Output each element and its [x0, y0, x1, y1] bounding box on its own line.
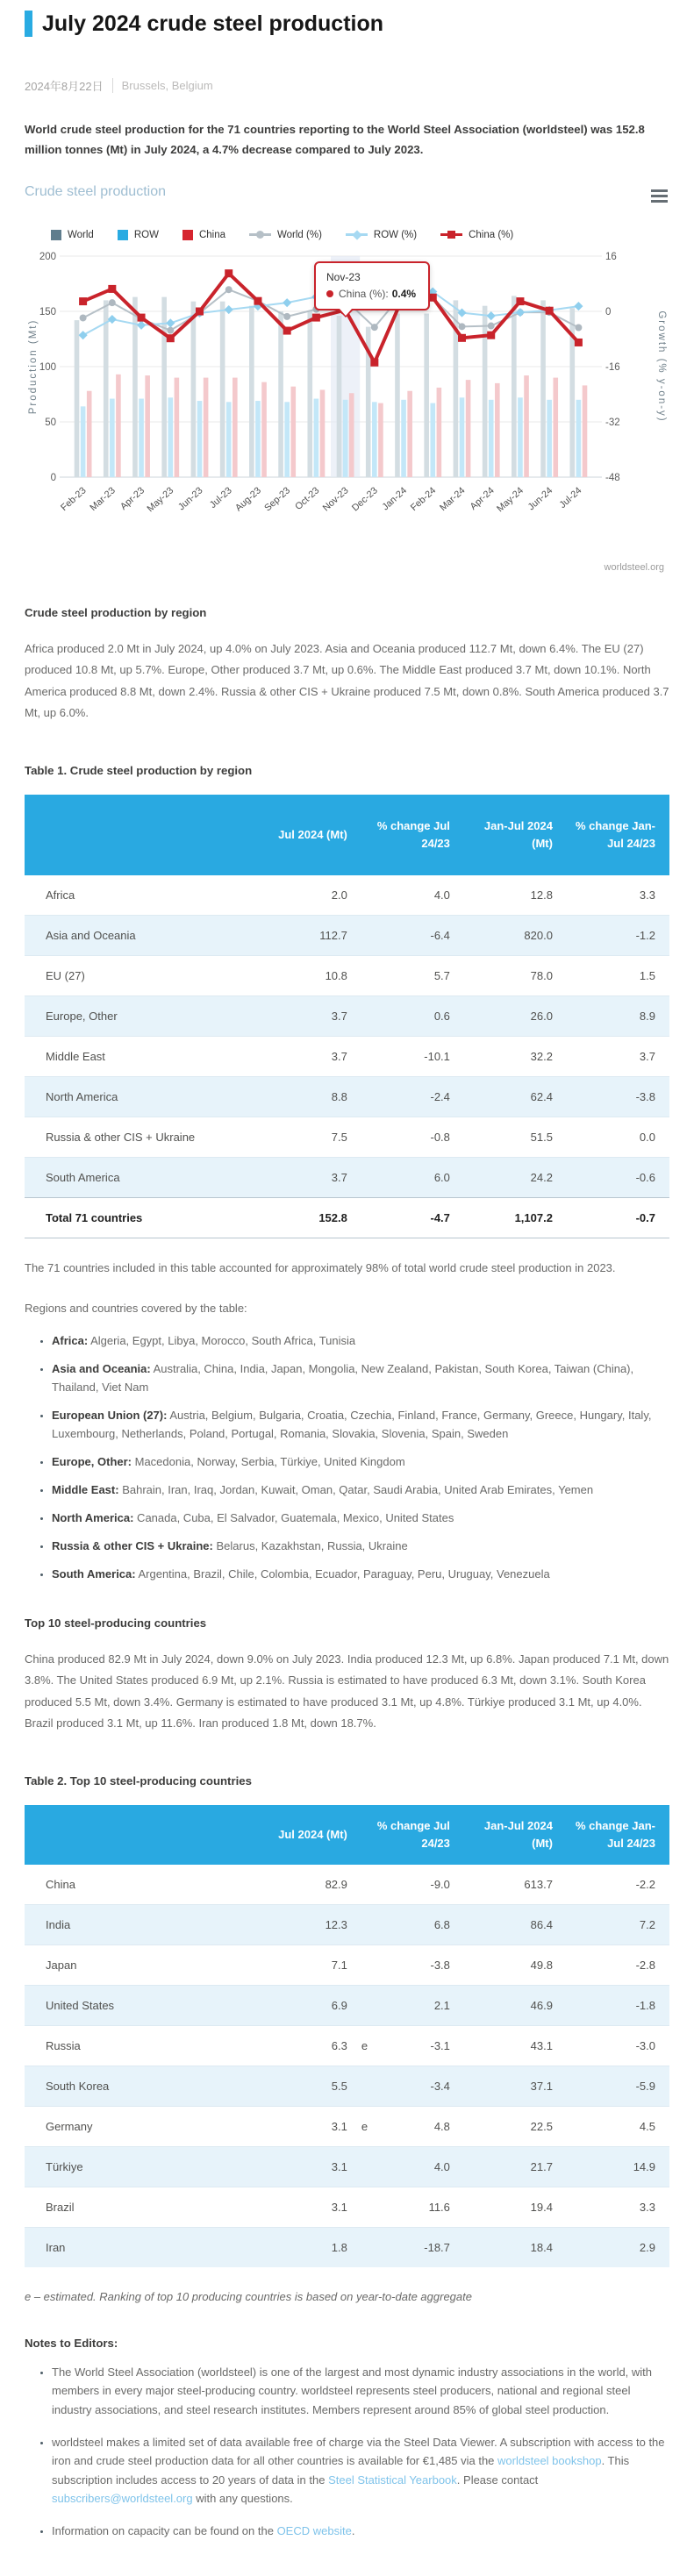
link[interactable]: Steel Statistical Yearbook [328, 2473, 457, 2487]
legend-swatch-icon [182, 230, 193, 240]
table-cell: 6.8 [361, 1904, 464, 1944]
table-cell: 6.0 [361, 1157, 464, 1197]
region-list-label: Africa: [52, 1333, 89, 1347]
table-row [25, 2066, 669, 2106]
table-row [25, 1117, 669, 1157]
table-cell: -10.1 [361, 1036, 464, 1076]
table-cell: -3.1 [361, 2025, 464, 2066]
table-row [25, 2106, 669, 2146]
table-header-row [25, 795, 669, 875]
region-list-label: North America: [52, 1511, 134, 1525]
table-cell: 2.1 [361, 1985, 464, 2025]
note-item: • worldsteel makes a limited set of data available free of charge via the Steel Data Viewer. A subscription with access to the iron and crude steel production data for all other countries is available for €1,485 via the worldsteel bookshop. This subscription includes access to 20 years of data in the Steel Statistical Yearbook. Please contact subscribers@worldsteel.org with any questions. [52, 2433, 669, 2508]
x-axis-label: Apr-24 [468, 485, 497, 513]
link[interactable]: OECD website [276, 2523, 352, 2537]
title-row [25, 11, 669, 37]
table-cell: 4.5 [567, 2106, 669, 2146]
legend-line-marker-icon [346, 229, 368, 240]
table-cell: -0.7 [567, 1197, 669, 1238]
table-cell: 1.5 [567, 955, 669, 995]
chart-block [25, 184, 669, 573]
table-cell: 3.1 e [259, 2106, 361, 2146]
column-header: % change Jul 24/23 [361, 1805, 464, 1865]
table-cell: 51.5 [464, 1117, 567, 1157]
table-cell: 4.0 [361, 2146, 464, 2187]
table-cell: -3.8 [361, 1944, 464, 1985]
x-axis-label: Feb-24 [408, 485, 439, 514]
table-cell: 11.6 [361, 2187, 464, 2227]
x-axis-label: Mar-24 [438, 485, 468, 514]
legend-item-china[interactable] [440, 229, 513, 240]
region-list-item: • Africa: Algeria, Egypt, Libya, Morocco, South Africa, Tunisia [52, 1331, 669, 1350]
table-cell: 3.1 [259, 2187, 361, 2227]
table-cell: 0.6 [361, 995, 464, 1036]
svg-text:50: 50 [45, 417, 56, 429]
svg-text:-32: -32 [605, 417, 620, 429]
svg-text:200: 200 [39, 252, 56, 263]
region-list-item: • North America: Canada, Cuba, El Salvador, Guatemala, Mexico, United States [52, 1509, 669, 1527]
x-axis-label: Mar-23 [88, 485, 118, 514]
tooltip-series-label: China (%): [339, 288, 389, 301]
tooltip-series-line [326, 288, 416, 300]
svg-text:16: 16 [605, 252, 617, 263]
table-cell: 12.8 [530, 888, 553, 902]
x-axis-label: Sep-23 [262, 485, 293, 514]
legend-line-marker-icon [440, 229, 462, 240]
table-cell: 10.8 [259, 955, 361, 995]
legend-label: ROW [133, 229, 159, 240]
estimated-flag: e [361, 2038, 368, 2052]
table-cell: 62.4 [464, 1076, 567, 1117]
table-cell: -3.4 [361, 2066, 464, 2106]
notes-heading: Notes to Editors: [25, 2336, 118, 2350]
table-cell: 8.8 [259, 1076, 361, 1117]
table-cell: 22.5 [464, 2106, 567, 2146]
table-cell: 32.2 [464, 1036, 567, 1076]
region-table [25, 795, 669, 1238]
table-cell: 18.4 [464, 2227, 567, 2267]
column-header: % change Jul 24/23 [361, 795, 464, 875]
table-cell: 24.2 [464, 1157, 567, 1197]
x-axis-label: May-24 [495, 485, 526, 515]
legend-swatch-icon [118, 230, 128, 240]
row-label: Japan [25, 1944, 259, 1985]
chart-header [25, 184, 669, 208]
region-list-item: • European Union (27): Austria, Belgium, Bulgaria, Croatia, Czechia, Finland, France, Germany, Greece, Hungary, Italy, Luxembourg, Netherlands, Poland, Portugal, Romania, Slovakia, Slovenia, Spain, Sweden [52, 1406, 669, 1443]
table-cell: 43.1 [464, 2025, 567, 2066]
table-cell: -3.0 [567, 2025, 669, 2066]
table-cell: 5.7 [361, 955, 464, 995]
table-row [25, 1944, 669, 1985]
legend-label: World [68, 229, 94, 240]
row-label: North America [25, 1076, 259, 1117]
x-axis-label: Feb-23 [59, 485, 89, 514]
row-label: Europe, Other [25, 995, 259, 1036]
table-row [25, 1036, 669, 1076]
svg-text:0: 0 [50, 473, 56, 484]
legend-swatch-icon [51, 230, 61, 240]
legend-item-china[interactable] [182, 230, 225, 240]
table-cell: 7.2 [567, 1904, 669, 1944]
x-axis-label: Nov-23 [320, 485, 351, 514]
legend-item-row[interactable] [346, 229, 417, 240]
top10-table [25, 1805, 669, 2267]
table-cell: -5.9 [567, 2066, 669, 2106]
table-cell: -3.8 [567, 1076, 669, 1117]
table-row [25, 1904, 669, 1944]
dateline [25, 77, 669, 94]
tooltip-series-dot [326, 290, 333, 297]
x-axis-label: Apr-23 [118, 485, 147, 513]
table-cell: 3.7 [259, 995, 361, 1036]
column-header: % change Jan-Jul 24/23 [567, 1805, 669, 1865]
table-cell: 6.3 e [259, 2025, 361, 2066]
page-title: July 2024 crude steel production [42, 11, 384, 36]
x-axis-label: Jun-24 [526, 485, 555, 513]
table-cell: -1.8 [567, 1985, 669, 2025]
table-cell: -1.2 [567, 915, 669, 955]
y-right-axis-title: Growth (% y-on-y) [656, 310, 667, 424]
chart-title: Crude steel production [25, 184, 166, 200]
x-axis-label: May-23 [145, 485, 176, 515]
table-cell: 12.3 [259, 1904, 361, 1944]
x-axis-label: Jul-24 [557, 485, 584, 511]
region-list-item: • Asia and Oceania: Australia, China, India, Japan, Mongolia, New Zealand, Pakistan, South Korea, Taiwan (China), Thailand, Viet Nam [52, 1359, 669, 1396]
table-row [25, 1865, 669, 1905]
table-row [25, 915, 669, 955]
chart-menu-icon[interactable] [649, 184, 669, 208]
table-row [25, 1076, 669, 1117]
region-list-label: Middle East: [52, 1483, 119, 1497]
table-cell: 112.7 [259, 915, 361, 955]
table-cell: 86.4 [464, 1904, 567, 1944]
table-cell: 19.4 [464, 2187, 567, 2227]
table-cell: -2.8 [567, 1944, 669, 1985]
table-cell: 3.7 [567, 1036, 669, 1076]
link[interactable]: subscribers@worldsteel.org [52, 2492, 193, 2506]
region-list-label: Europe, Other: [52, 1455, 132, 1469]
svg-text:100: 100 [39, 362, 56, 374]
table1-title: Table 1. Crude steel production by region [25, 763, 253, 777]
table-cell: 3.1 [259, 2146, 361, 2187]
chart-plot-area[interactable] [25, 246, 669, 559]
table-cell: -0.8 [361, 1117, 464, 1157]
table-cell: 3.7 [259, 1157, 361, 1197]
link[interactable]: worldsteel bookshop [497, 2454, 602, 2468]
svg-text:0: 0 [605, 307, 612, 318]
column-header: Jul 2024 (Mt) [259, 1805, 361, 1865]
legend-label: World (%) [277, 229, 322, 240]
table-row [25, 1985, 669, 2025]
table2-footnote: e – estimated. Ranking of top 10 producing countries is based on year-to-date aggregate [25, 2289, 472, 2303]
table-row [25, 2187, 669, 2227]
table-row [25, 955, 669, 995]
table-header-row [25, 1805, 669, 1865]
column-header: Jul 2024 (Mt) [259, 795, 361, 875]
table-row [25, 1197, 669, 1238]
legend-label: China (%) [469, 229, 514, 240]
y-left-axis-title: Production (Mt) [28, 319, 39, 415]
x-axis-label: Oct-23 [293, 485, 322, 513]
section-heading-top10: Top 10 steel-producing countries [25, 1616, 207, 1631]
table-cell: 14.9 [567, 2146, 669, 2187]
legend-item-row[interactable] [118, 230, 159, 240]
legend-item-world[interactable] [249, 229, 322, 240]
tooltip-month: Nov-23 [326, 271, 361, 284]
column-header [25, 1805, 259, 1865]
legend-item-world[interactable] [51, 230, 94, 240]
table-cell: 613.7 [524, 1877, 553, 1891]
region-list-item: • South America: Argentina, Brazil, Chile, Colombia, Ecuador, Paraguay, Peru, Uruguay, Venezuela [52, 1565, 669, 1583]
row-label: Germany [25, 2106, 259, 2146]
table-cell: 5.5 [259, 2066, 361, 2106]
table-cell: 49.8 [464, 1944, 567, 1985]
publish-location: Brussels, Belgium [121, 79, 213, 92]
table-cell: -4.7 [361, 1197, 464, 1238]
table-cell: -2.4 [361, 1076, 464, 1117]
x-axis-label: Jun-23 [175, 485, 205, 513]
column-header: % change Jan-Jul 24/23 [567, 795, 669, 875]
table-row [25, 1157, 669, 1197]
table-cell: 26.0 [464, 995, 567, 1036]
table-cell: 820.0 [464, 915, 567, 955]
table-row [25, 2227, 669, 2267]
table-cell: -0.6 [567, 1157, 669, 1197]
dateline-divider [112, 78, 113, 93]
row-label: Iran [25, 2227, 259, 2267]
table-cell: 4.0 [433, 888, 450, 902]
table-cell: 37.1 [464, 2066, 567, 2106]
tooltip-arrow [337, 309, 354, 318]
row-label: Africa [46, 888, 75, 902]
table-cell: 152.8 [259, 1197, 361, 1238]
table2-title: Table 2. Top 10 steel-producing countries [25, 1773, 252, 1788]
x-axis-label: Jul-23 [207, 485, 234, 511]
row-label: South America [25, 1157, 259, 1197]
table-cell: 78.0 [464, 955, 567, 995]
table-cell: 2.0 [331, 888, 347, 902]
svg-text:-16: -16 [605, 362, 620, 374]
region-list-item: • Europe, Other: Macedonia, Norway, Serbia, Türkiye, United Kingdom [52, 1452, 669, 1471]
legend-label: China [198, 229, 225, 240]
region-list-label: Asia and Oceania: [52, 1362, 151, 1376]
region-list-label: European Union (27): [52, 1409, 168, 1423]
column-header: Jan-Jul 2024 (Mt) [464, 1805, 567, 1865]
tooltip-value: 0.4% [391, 288, 417, 301]
notes-list [25, 2363, 669, 2541]
table-cell: 1,107.2 [464, 1197, 567, 1238]
legend-line-marker-icon [249, 229, 271, 240]
note-item: • Information on capacity can be found on the OECD website. [52, 2522, 669, 2541]
svg-text:-48: -48 [605, 473, 620, 484]
row-label: India [25, 1904, 259, 1944]
section-heading-region: Crude steel production by region [25, 606, 207, 620]
table-cell: 82.9 [325, 1877, 347, 1891]
row-label: Russia & other CIS + Ukraine [25, 1117, 259, 1157]
x-axis-label: Aug-23 [233, 485, 263, 514]
legend-label: ROW (%) [373, 229, 418, 240]
table-cell: 8.9 [567, 995, 669, 1036]
table-cell: 3.3 [567, 2187, 669, 2227]
regions-intro: Regions and countries covered by the table: [25, 1301, 247, 1315]
table-row [25, 995, 669, 1036]
table-cell: 3.7 [259, 1036, 361, 1076]
article-page [0, 11, 694, 2576]
row-label: South Korea [25, 2066, 259, 2106]
table-row [25, 875, 669, 916]
region-list-item: • Russia & other CIS + Ukraine: Belarus, Kazakhstan, Russia, Ukraine [52, 1537, 669, 1555]
table-cell: 3.3 [639, 888, 655, 902]
table-cell: 0.0 [567, 1117, 669, 1157]
table1-note: The 71 countries included in this table accounted for approximately 98% of total world crude steel production in 2023. [25, 1260, 616, 1274]
region-paragraph: Africa produced 2.0 Mt in July 2024, up 4.0% on July 2023. Asia and Oceania produced 112.7 Mt, down 6.4%. The EU (27) produced 10.8 Mt, up 5.7%. Europe, Other produced 3.7 Mt, up 0.6%. The Middle East produced 3.7 Mt, down 10.1%. North America produced 8.8 Mt, down 2.4%. Russia & other CIS + Ukraine produced 7.5 Mt, down 0.8%. South America produced 3.7 Mt, up 6.0%. [25, 642, 669, 719]
table-row [25, 2025, 669, 2066]
publish-date: 2024年8月22日 [25, 80, 104, 93]
table-cell: 4.8 [361, 2106, 464, 2146]
table-row [25, 2146, 669, 2187]
x-axis-label: Jan-24 [380, 485, 410, 513]
table-cell: -6.4 [361, 915, 464, 955]
row-label: China [46, 1877, 75, 1891]
row-label: Asia and Oceania [25, 915, 259, 955]
row-label: United States [25, 1985, 259, 2025]
row-label: EU (27) [25, 955, 259, 995]
table-cell: -9.0 [430, 1877, 450, 1891]
column-header [25, 795, 259, 875]
chart-legend [51, 229, 669, 240]
region-list-label: South America: [52, 1567, 136, 1581]
intro-paragraph: World crude steel production for the 71 countries reporting to the World Steel Association (worldsteel) was 152.8 million tonnes (Mt) in July 2024, a 4.7% decrease compared to July 2023. [25, 123, 645, 156]
title-accent-bar [25, 11, 32, 37]
row-label: Brazil [25, 2187, 259, 2227]
row-label: Middle East [25, 1036, 259, 1076]
region-list-label: Russia & other CIS + Ukraine: [52, 1539, 213, 1553]
row-label: Total 71 countries [25, 1197, 259, 1238]
x-axis-label: Dec-23 [349, 485, 380, 514]
region-list-item: • Middle East: Bahrain, Iran, Iraq, Jordan, Kuwait, Oman, Qatar, Saudi Arabia, United Arab Emirates, Yemen [52, 1481, 669, 1499]
table-cell: 7.1 [259, 1944, 361, 1985]
region-country-list [25, 1331, 669, 1583]
table-cell: -2.2 [635, 1877, 655, 1891]
note-item: • The World Steel Association (worldsteel) is one of the largest and most dynamic industry associations in the world, with members in every major steel-producing country. worldsteel represents steel producers, national and regional steel industry associations, and steel research institutes. Members represent around 85% of global steel production. [52, 2363, 669, 2420]
table-cell: 1.8 [259, 2227, 361, 2267]
svg-text:150: 150 [39, 307, 56, 318]
table-cell: 6.9 [259, 1985, 361, 2025]
chart-tooltip [314, 261, 430, 310]
table-cell: 46.9 [464, 1985, 567, 2025]
table-cell: 2.9 [567, 2227, 669, 2267]
top10-paragraph: China produced 82.9 Mt in July 2024, down 9.0% on July 2023. India produced 12.3 Mt, up 6.8%. Japan produced 7.1 Mt, down 3.8%. The United States produced 6.9 Mt, up 2.1%. Russia is estimated to have produced 6.3 Mt, down 3.1%. South Korea produced 5.5 Mt, down 3.4%. Germany is estimated to have produced 3.1 Mt, up 4.8%. Türkiye produced 3.1 Mt, up 4.0%. Brazil produced 3.1 Mt, up 11.6%. Iran produced 1.8 Mt, down 18.7%. [25, 1652, 669, 1730]
table-cell: 21.7 [464, 2146, 567, 2187]
table-cell: 7.5 [259, 1117, 361, 1157]
estimated-flag: e [361, 2119, 368, 2133]
chart-source-label: worldsteel.org [604, 562, 664, 574]
row-label: Türkiye [25, 2146, 259, 2187]
row-label: Russia [25, 2025, 259, 2066]
column-header: Jan-Jul 2024 (Mt) [464, 795, 567, 875]
table-cell: -18.7 [361, 2227, 464, 2267]
